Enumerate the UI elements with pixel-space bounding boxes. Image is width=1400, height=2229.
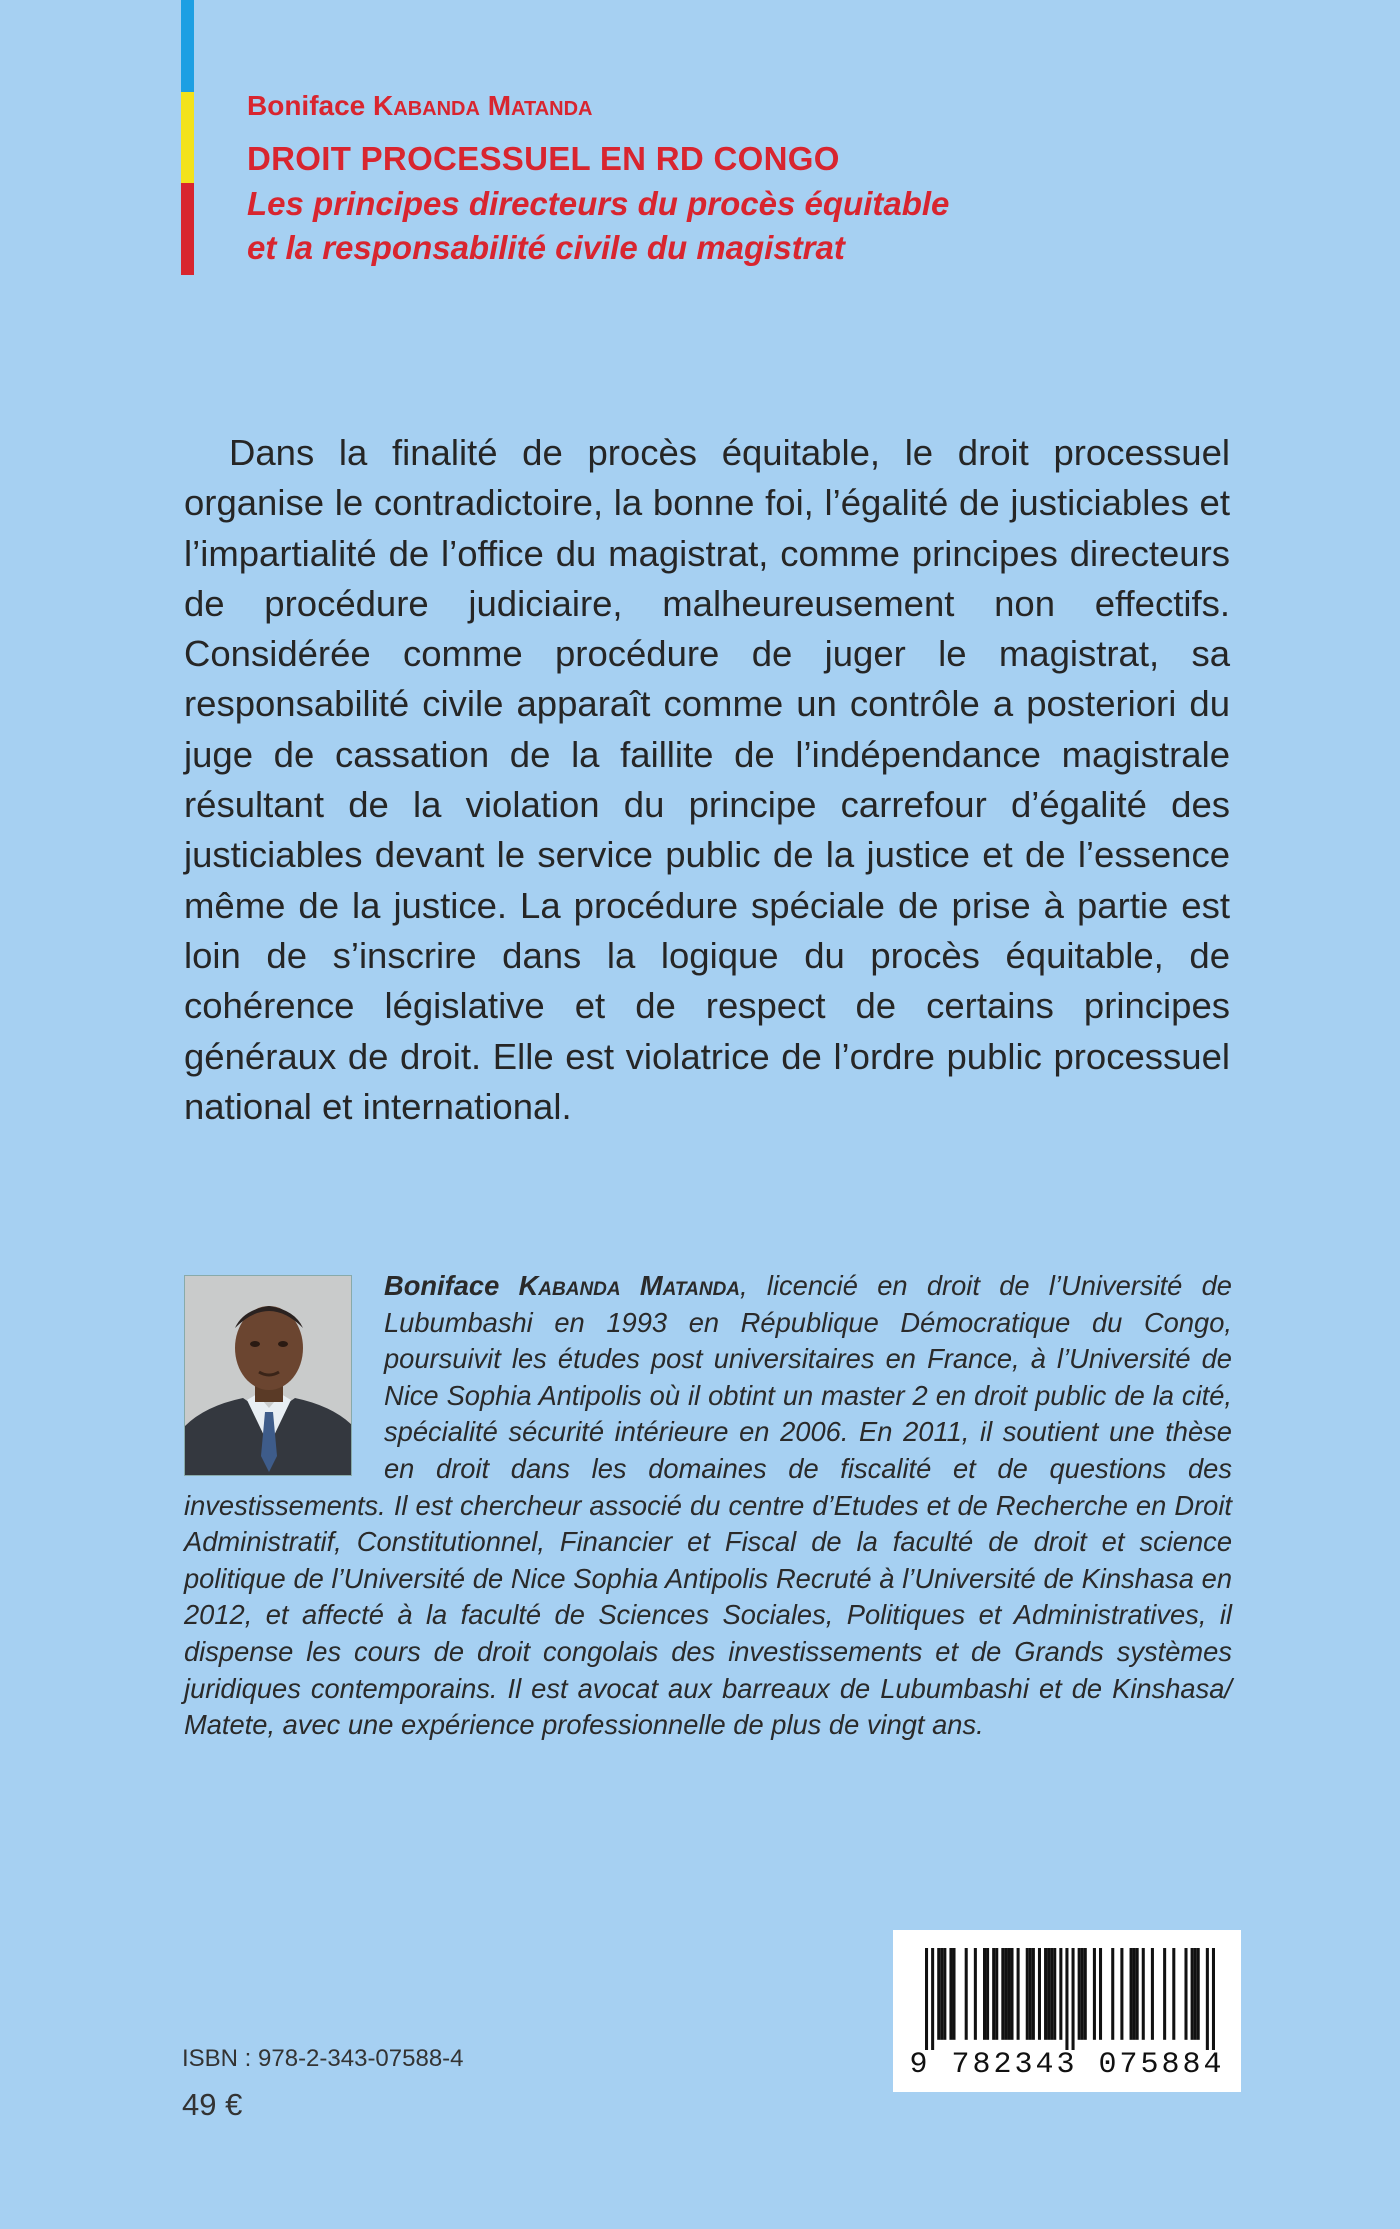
barcode-bar bbox=[995, 1948, 998, 2040]
bio-author-first-name: Boniface bbox=[384, 1270, 500, 1301]
barcode-bar bbox=[992, 1948, 995, 2040]
barcode-bar bbox=[1084, 1948, 1087, 2040]
barcode-bar bbox=[937, 1948, 940, 2040]
barcode-bar bbox=[1197, 1948, 1200, 2040]
barcode-bar bbox=[1072, 1948, 1075, 2050]
barcode-bar bbox=[1191, 1948, 1194, 2040]
barcode-bar bbox=[1010, 1948, 1013, 2040]
author-last-name: Kabanda Matanda bbox=[373, 90, 593, 121]
isbn-number: ISBN : 978-2-343-07588-4 bbox=[182, 2045, 464, 2072]
barcode-bar bbox=[925, 1948, 928, 2050]
flag-red-stripe bbox=[181, 183, 194, 275]
barcode-bar bbox=[1184, 1948, 1187, 2040]
barcode-bar bbox=[1065, 1948, 1068, 2050]
author-biography bbox=[184, 1268, 1232, 1744]
barcode-bar bbox=[931, 1948, 934, 2050]
barcode-bar bbox=[1029, 1948, 1032, 2040]
barcode-bar bbox=[1172, 1948, 1175, 2040]
barcode-bar bbox=[1047, 1948, 1050, 2040]
book-subtitle-line-1: Les principes directeurs du procès équitable bbox=[247, 185, 950, 222]
barcode-bar bbox=[1038, 1948, 1041, 2040]
flag-color-bar bbox=[181, 0, 194, 275]
bio-author-last-name: Kabanda Matanda bbox=[518, 1270, 741, 1301]
barcode-bar bbox=[943, 1948, 946, 2040]
book-summary: Dans la finalité de procès équitable, le droit processuel organise le contradictoire, la bonne foi, l’égalité de justiciables et l’impartialité de l’office du magistrat, comme principes directeurs de procédure judiciaire, malheureusement non effectifs. Considérée comme procédure de juger le magistrat, sa responsabilité civile apparaît comme un contrôle a posteriori du juge de cassation de la faillite de l’indépendance magistrale résultant de la violation du principe carrefour d’égalité des justiciables devant le service public de la justice et de l’essence même de la justice. La procédure spéciale de prise à partie est loin de s’inscrire dans la logique du procès équitable, de cohérence législative et de respect de certains principes généraux de droit. Elle est violatrice de l’ordre public processuel national et international. bbox=[184, 432, 1230, 1127]
book-price: 49 € bbox=[182, 2087, 243, 2122]
barcode-bar bbox=[1099, 1948, 1102, 2040]
barcode-bar bbox=[1017, 1948, 1020, 2040]
barcode-bar bbox=[1142, 1948, 1145, 2040]
barcode-digits: 9 782343 075884 bbox=[909, 2048, 1225, 2082]
barcode-bar bbox=[940, 1948, 943, 2040]
barcode-bar bbox=[952, 1948, 955, 2040]
barcode-bar bbox=[1194, 1948, 1197, 2040]
barcode-bar bbox=[1093, 1948, 1096, 2040]
bio-author-name bbox=[384, 1270, 740, 1301]
barcode-bar bbox=[1026, 1948, 1029, 2040]
barcode-bar bbox=[949, 1948, 952, 2040]
barcode-bar bbox=[1212, 1948, 1215, 2050]
book-title: DROIT PROCESSUEL EN RD CONGO bbox=[247, 140, 840, 177]
barcode-bar bbox=[1032, 1948, 1035, 2040]
barcode-bar bbox=[1059, 1948, 1062, 2040]
barcode-bar bbox=[1004, 1948, 1007, 2040]
photo-spacer bbox=[184, 1268, 384, 1486]
barcode bbox=[893, 1930, 1241, 2092]
barcode-bar bbox=[986, 1948, 989, 2040]
barcode-bar bbox=[1001, 1948, 1004, 2040]
barcode-bar bbox=[1050, 1948, 1053, 2040]
book-subtitle-line-2: et la responsabilité civile du magistrat bbox=[247, 229, 845, 266]
flag-blue-stripe bbox=[181, 0, 194, 92]
bio-text: , licencié en droit de l’Université de Lubumbashi en 1993 en République Démocratique du Congo, poursuivit les études post universitaires en France, à l’Université de Nice Sophia Antipolis où il obtint un master 2 en droit public de la cité, spécialité sécurité intérieure en 2006. En 2011, il soutient une thèse en droit dans les domaines de fiscalité et de questions des investissements. Il est chercheur associé du centre d’Etudes et de Recherche en Droit Administratif, Constitutionnel, Financier et Fiscal de la faculté de droit et science politique de l’Université de Nice Sophia Antipolis Recruté à l’Université de Kinshasa en 2012, et affecté à la faculté de Sciences Sociales, Politiques et Administratives, il dispense les cours de droit congolais des investissements et de Grands systèmes juridiques contemporains. Il est avocat aux barreaux de Lubumbashi et de Kinshasa/ Matete, avec une expérience professionnelle de plus de vingt ans. bbox=[184, 1270, 1232, 1741]
barcode-bar bbox=[965, 1948, 968, 2040]
author-first-name: Boniface bbox=[247, 90, 366, 121]
barcode-bar bbox=[1163, 1948, 1166, 2040]
barcode-bar bbox=[1081, 1948, 1084, 2040]
barcode-bar bbox=[974, 1948, 977, 2040]
flag-yellow-stripe bbox=[181, 92, 194, 184]
author-name bbox=[247, 86, 1247, 126]
barcode-bar bbox=[1007, 1948, 1010, 2040]
barcode-bar bbox=[1111, 1948, 1114, 2040]
cover-header bbox=[247, 86, 1247, 270]
barcode-bar bbox=[1078, 1948, 1081, 2040]
barcode-bar bbox=[1136, 1948, 1139, 2040]
barcode-bar bbox=[1044, 1948, 1047, 2040]
barcode-bar bbox=[1120, 1948, 1123, 2040]
barcode-bar bbox=[983, 1948, 986, 2040]
barcode-bar bbox=[1130, 1948, 1133, 2040]
barcode-bar bbox=[1053, 1948, 1056, 2040]
barcode-bar bbox=[1151, 1948, 1154, 2040]
barcode-bar bbox=[1133, 1948, 1136, 2040]
barcode-bar bbox=[1206, 1948, 1209, 2050]
barcode-bars bbox=[925, 1948, 1215, 2050]
